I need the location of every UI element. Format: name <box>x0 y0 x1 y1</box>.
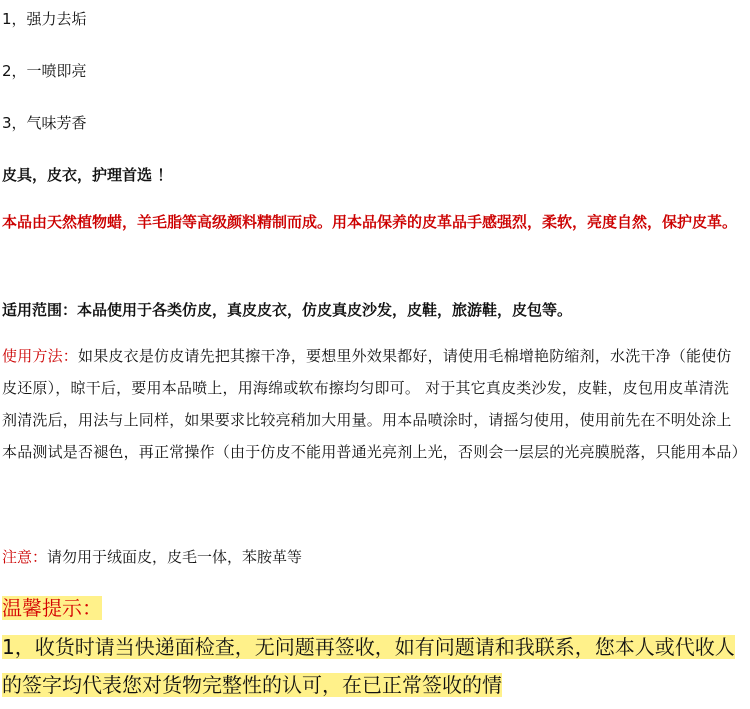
warm-tip-text: 1，收货时请当快递面检查，无问题再签收，如有问题请和我联系，您本人或代收人的签字均代表您对货物完整性的认可，在已正常签收的情 <box>2 635 735 697</box>
warm-tip-title: 温馨提示： <box>2 596 102 620</box>
note-text: 请勿用于绒面皮，皮毛一体，苯胺革等 <box>47 548 303 566</box>
usage-text: 如果皮衣是仿皮请先把其擦干净，要想里外效果都好，请使用毛棉增艳防缩剂，水洗干净（能使仿皮还原），晾干后，要用本品喷上，用海绵或软布擦均匀即可。 对于其它真皮类沙发，皮鞋，皮包用皮革清洗剂清洗后，用法与上同样，如果要求比较亮稍加大用量。用本品喷涂时，请摇匀使用，使用前先在不明处涂上本品测试是否褪色，再正常操作（由于仿皮不能用普通光亮剂上光，否则会一层层的光亮膜脱落，只能用本品） <box>2 347 747 461</box>
feature-2: 2，一喷即亮 <box>2 62 87 80</box>
note-label: 注意： <box>2 548 48 566</box>
feature-3: 3，气味芳香 <box>2 114 87 132</box>
scope-line: 适用范围：本品使用于各类仿皮，真皮皮衣，仿皮真皮沙发，皮鞋，旅游鞋，皮包等。 <box>2 301 573 319</box>
usage-label: 使用方法： <box>2 347 79 365</box>
note-line <box>2 546 302 567</box>
intro-paragraph: 本品由天然植物蜡，羊毛脂等高级颜料精制而成。用本品保养的皮革品手感强烈，柔软，亮度自然，保护皮革。 <box>2 213 738 231</box>
tagline: 皮具，皮衣，护理首选 ！ <box>2 166 173 184</box>
feature-1: 1，强力去垢 <box>2 10 87 28</box>
usage-paragraph <box>2 340 747 468</box>
